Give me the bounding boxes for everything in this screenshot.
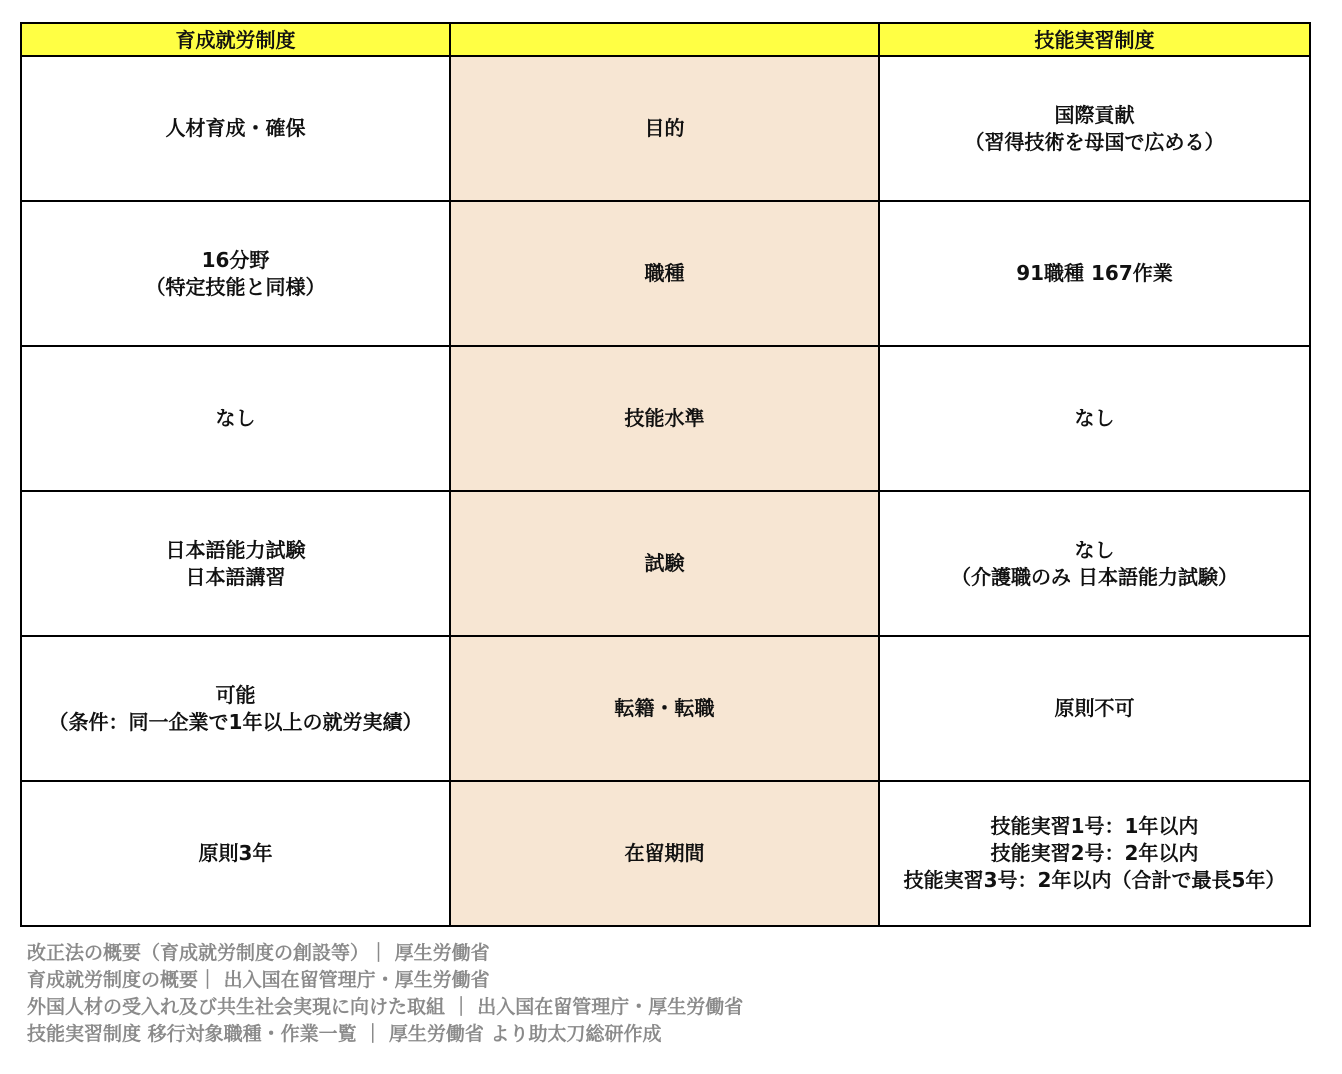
cell-ikusei-stay-period: 原則3年: [21, 781, 450, 926]
row-occupation: [21, 201, 1310, 346]
comparison-table: [20, 22, 1311, 927]
category-skill-level: 技能水準: [450, 346, 879, 491]
header-ikusei-shuro: 育成就労制度: [21, 23, 450, 56]
row-stay-period: [21, 781, 1310, 926]
row-purpose: [21, 56, 1310, 201]
category-stay-period: 在留期間: [450, 781, 879, 926]
row-exam: [21, 491, 1310, 636]
row-skill-level: [21, 346, 1310, 491]
source-line: 技能実習制度 移行対象職種・作業一覧 ｜ 厚生労働省 より助太刀総研作成: [27, 1023, 662, 1045]
header-ginou-jisshu: 技能実習制度: [879, 23, 1310, 56]
cell-ikusei-skill-level: なし: [21, 346, 450, 491]
row-job-transfer: [21, 636, 1310, 781]
cell-ikusei-exam: 日本語能力試験 日本語講習: [21, 491, 450, 636]
cell-ginou-occupation: 91職種 167作業: [879, 201, 1310, 346]
category-job-transfer: 転籍・転職: [450, 636, 879, 781]
header-category: [450, 23, 879, 56]
cell-ikusei-job-transfer: 可能 （条件：同一企業で1年以上の就労実績）: [21, 636, 450, 781]
cell-ikusei-occupation: 16分野 （特定技能と同様）: [21, 201, 450, 346]
cell-ginou-purpose: 国際貢献 （習得技術を母国で広める）: [879, 56, 1310, 201]
header-row: [21, 23, 1310, 56]
category-purpose: 目的: [450, 56, 879, 201]
cell-ikusei-purpose: 人材育成・確保: [21, 56, 450, 201]
source-list: [27, 940, 1317, 1048]
cell-ginou-stay-period: 技能実習1号：1年以内 技能実習2号：2年以内 技能実習3号：2年以内（合計で最長5年）: [879, 781, 1310, 926]
source-line: 育成就労制度の概要｜ 出入国在留管理庁・厚生労働省: [27, 969, 490, 991]
category-occupation: 職種: [450, 201, 879, 346]
source-line: 改正法の概要（育成就労制度の創設等）｜ 厚生労働省: [27, 942, 490, 964]
cell-ginou-job-transfer: 原則不可: [879, 636, 1310, 781]
category-exam: 試験: [450, 491, 879, 636]
cell-ginou-exam: なし （介護職のみ 日本語能力試験）: [879, 491, 1310, 636]
source-line: 外国人材の受入れ及び共生社会実現に向けた取組 ｜ 出入国在留管理庁・厚生労働省: [27, 996, 744, 1018]
cell-ginou-skill-level: なし: [879, 346, 1310, 491]
